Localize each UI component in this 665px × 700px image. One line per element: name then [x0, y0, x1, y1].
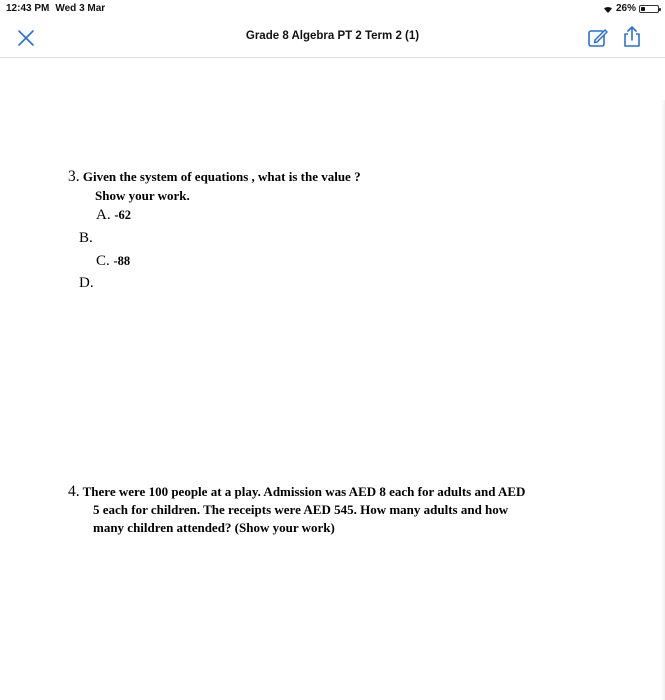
- battery-icon: [639, 5, 659, 13]
- question-3-line-1: [68, 168, 361, 186]
- option-a-letter: A.: [96, 207, 111, 223]
- status-bar: [0, 0, 665, 18]
- question-3-number: 3.: [68, 168, 80, 185]
- question-3-line-2: Show your work.: [95, 188, 190, 203]
- option-d-letter: D.: [79, 275, 94, 291]
- option-d: [79, 275, 94, 292]
- markup-edit-icon: [587, 27, 609, 49]
- document-page: [0, 58, 665, 700]
- option-b-letter: B.: [79, 230, 93, 246]
- question-4-line-3: many children attended? (Show your work): [93, 520, 335, 535]
- wifi-icon: [603, 5, 613, 13]
- status-right: [603, 3, 659, 14]
- battery-percent: 26%: [615, 3, 636, 14]
- option-c: [96, 253, 130, 270]
- navbar: [0, 18, 665, 58]
- question-4-line-2: 5 each for children. The receipts were AED 545. How many adults and how: [93, 502, 509, 517]
- question-4-line-1: [68, 483, 525, 501]
- question-3-text: Given the system of equations , what is the value ?: [82, 169, 361, 184]
- share-button[interactable]: [621, 25, 643, 49]
- battery-fill: [641, 7, 645, 11]
- document-title: Grade 8 Algebra PT 2 Term 2 (1): [245, 30, 420, 42]
- option-c-letter: C.: [96, 253, 110, 269]
- status-date: Wed 3 Mar: [55, 3, 106, 14]
- page-edge-shadow: [661, 100, 665, 700]
- question-4-text-1: There were 100 people at a play. Admission was AED 8 each for adults and AED: [82, 484, 526, 499]
- status-time-group: [6, 3, 105, 14]
- option-a: [96, 207, 131, 224]
- question-4-number: 4.: [68, 483, 80, 500]
- option-b: [79, 230, 93, 247]
- share-icon: [621, 25, 643, 49]
- option-a-value: -62: [114, 208, 132, 222]
- markup-button[interactable]: [587, 27, 609, 49]
- status-time: 12:43 PM: [6, 3, 50, 14]
- option-c-value: -88: [113, 254, 131, 268]
